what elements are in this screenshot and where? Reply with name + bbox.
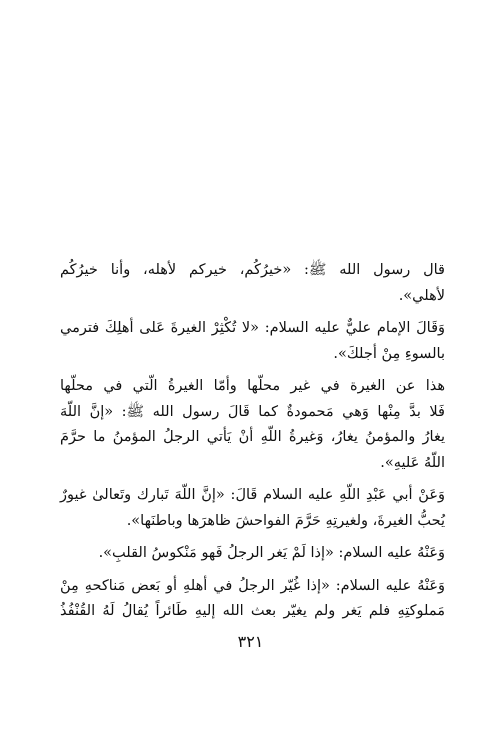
page-body (60, 258, 445, 625)
text-line: يغارُ والمؤمنُ يغارُ، وَغيرةُ اللّهِ أنْ يَأتي الرجلُ المؤمنُ ما حرَّمَ (60, 429, 445, 445)
text-line: يُحبُّ الغيرةَ، ولغيرتِهِ حَرَّمَ الفواحشَ ظاهرَها وباطنَها». (126, 512, 445, 529)
paragraph-abi-abdillah (60, 483, 445, 534)
text-line: وَعَنْهُ عليه السلام: «إذا لَمْ يَغر الرجلُ فَهو مَنْكوسُ القلبِ». (98, 545, 445, 561)
text-line: اللّهُ عَليهِ». (380, 454, 445, 471)
text-line: وَعَنْ أبي عَبْدِ اللّهِ عليه السلام قَالَ: «إنَّ اللّهَ تَبارك وتَعالىٰ غيورٌ (60, 487, 445, 503)
text-line: قال رسول الله ﷺ: «خيرُكُم، خيركم لأهله، وأنا خيرُكُم (60, 262, 445, 278)
text-line: لأهلي». (398, 287, 445, 304)
text-line: مَملوكتِهِ فلم يَغر ولم يغيّر بعث الله إليهِ طَائراً يُقالُ لَهُ القُنْفُذُ (60, 603, 445, 619)
paragraph-praiseworthy-jealousy (60, 374, 445, 476)
paragraph-inverted-heart (60, 541, 445, 567)
text-line: بالسوءِ مِنْ أجلكَ». (333, 345, 445, 362)
page-number: ٣٢١ (237, 632, 264, 651)
paragraph-hadith-best-to-family (60, 258, 445, 309)
text-line: فَلا بدَّ مِنْها وَهي مَحمودةٌ كما قَالَ رسول الله ﷺ: «إنَّ اللّهَ (60, 403, 445, 420)
paragraph-qunfudh (60, 574, 445, 625)
text-line: وَقَالَ الإمام عليٌّ عليه السلام: «لا تُكْثِرْ الغيرةَ عَلى أهلِكَ فترمي (60, 320, 445, 336)
text-line: وَعَنْهُ عليه السلام: «إذا غُيّر الرجلُ في أهلهِ أو بَعض مَناكحهِ مِنْ (60, 577, 445, 594)
paragraph-imam-ali-jealousy (60, 316, 445, 367)
text-line: هذا عن الغيرة في غير محلّها وأمّا الغيرةُ الّتي في محلّها (60, 378, 445, 394)
